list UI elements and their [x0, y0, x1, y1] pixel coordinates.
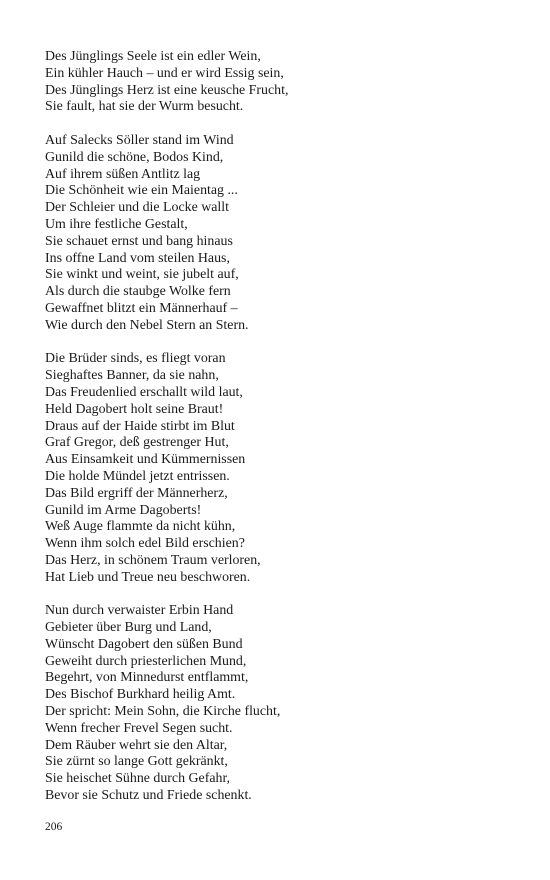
- poem-line: Auf Salecks Söller stand im Wind: [45, 132, 234, 148]
- poem-line: Ins offne Land vom steilen Haus,: [45, 250, 230, 266]
- poem-line: Gebieter über Burg und Land,: [45, 620, 212, 636]
- poem-line: Begehrt, von Minnedurst entflammt,: [45, 670, 249, 686]
- poem-line: Die Brüder sinds, es fliegt voran: [45, 351, 226, 367]
- poem-line: Dem Räuber wehrt sie den Altar,: [45, 737, 228, 753]
- poem-text: [45, 49, 525, 822]
- poem-line: Sie winkt und weint, sie jubelt auf,: [45, 267, 239, 283]
- poem-line: Ein kühler Hauch – und er wird Essig sein,: [45, 65, 284, 81]
- poem-line: Das Freudenlied erschallt wild laut,: [45, 384, 243, 400]
- poem-line: Des Jünglings Herz ist eine keusche Frucht,: [45, 82, 289, 98]
- poem-line: Sie fault, hat sie der Wurm besucht.: [45, 99, 244, 115]
- poem-line: Sie heischet Sühne durch Gefahr,: [45, 771, 230, 787]
- poem-line: Weß Auge flammte da nicht kühn,: [45, 519, 236, 535]
- poem-line: Wenn frecher Frevel Segen sucht.: [45, 720, 233, 736]
- poem-line: Als durch die staubge Wolke fern: [45, 284, 231, 300]
- poem-line: Der spricht: Mein Sohn, die Kirche flucht,: [45, 704, 281, 720]
- stanza-3: [45, 351, 525, 586]
- poem-line: Gunild im Arme Dagoberts!: [45, 502, 202, 518]
- poem-line: Sie zürnt so lange Gott gekränkt,: [45, 754, 228, 770]
- poem-line: Graf Gregor, deß gestrenger Hut,: [45, 435, 229, 451]
- poem-line: Um ihre festliche Gestalt,: [45, 216, 188, 232]
- stanza-2: [45, 133, 525, 335]
- poem-line: Draus auf der Haide stirbt im Blut: [45, 418, 235, 434]
- poem-line: Hat Lieb und Treue neu beschworen.: [45, 569, 251, 585]
- page-number: 206: [45, 821, 63, 833]
- stanza-4: [45, 603, 525, 805]
- poem-line: Des Bischof Burkhard heilig Amt.: [45, 687, 236, 703]
- poem-line: Sieghaftes Banner, da sie nahn,: [45, 368, 219, 384]
- poem-line: Sie schauet ernst und bang hinaus: [45, 233, 233, 249]
- poem-line: Held Dagobert holt seine Braut!: [45, 401, 224, 417]
- poem-line: Wenn ihm solch edel Bild erschien?: [45, 536, 245, 552]
- poem-line: Nun durch verwaister Erbin Hand: [45, 603, 234, 619]
- poem-line: Bevor sie Schutz und Friede schenkt.: [45, 788, 252, 804]
- poem-line: Wie durch den Nebel Stern an Stern.: [45, 317, 249, 333]
- poem-line: Die Schönheit wie ein Maientag ...: [45, 183, 238, 199]
- poem-line: Wünscht Dagobert den süßen Bund: [45, 636, 243, 652]
- poem-line: Der Schleier und die Locke wallt: [45, 200, 229, 216]
- poem-line: Aus Einsamkeit und Kümmernissen: [45, 452, 246, 468]
- poem-line: Auf ihrem süßen Antlitz lag: [45, 166, 201, 182]
- poem-line: Das Herz, in schönem Traum verloren,: [45, 552, 261, 568]
- poem-line: Das Bild ergriff der Männerherz,: [45, 485, 228, 501]
- poem-line: Die holde Mündel jetzt entrissen.: [45, 468, 230, 484]
- poem-line: Geweiht durch priesterlichen Mund,: [45, 653, 247, 669]
- poem-line: Gewaffnet blitzt ein Männerhauf –: [45, 300, 238, 316]
- stanza-1: [45, 49, 525, 116]
- poem-line: Gunild die schöne, Bodos Kind,: [45, 149, 224, 165]
- poem-line: Des Jünglings Seele ist ein edler Wein,: [45, 49, 261, 64]
